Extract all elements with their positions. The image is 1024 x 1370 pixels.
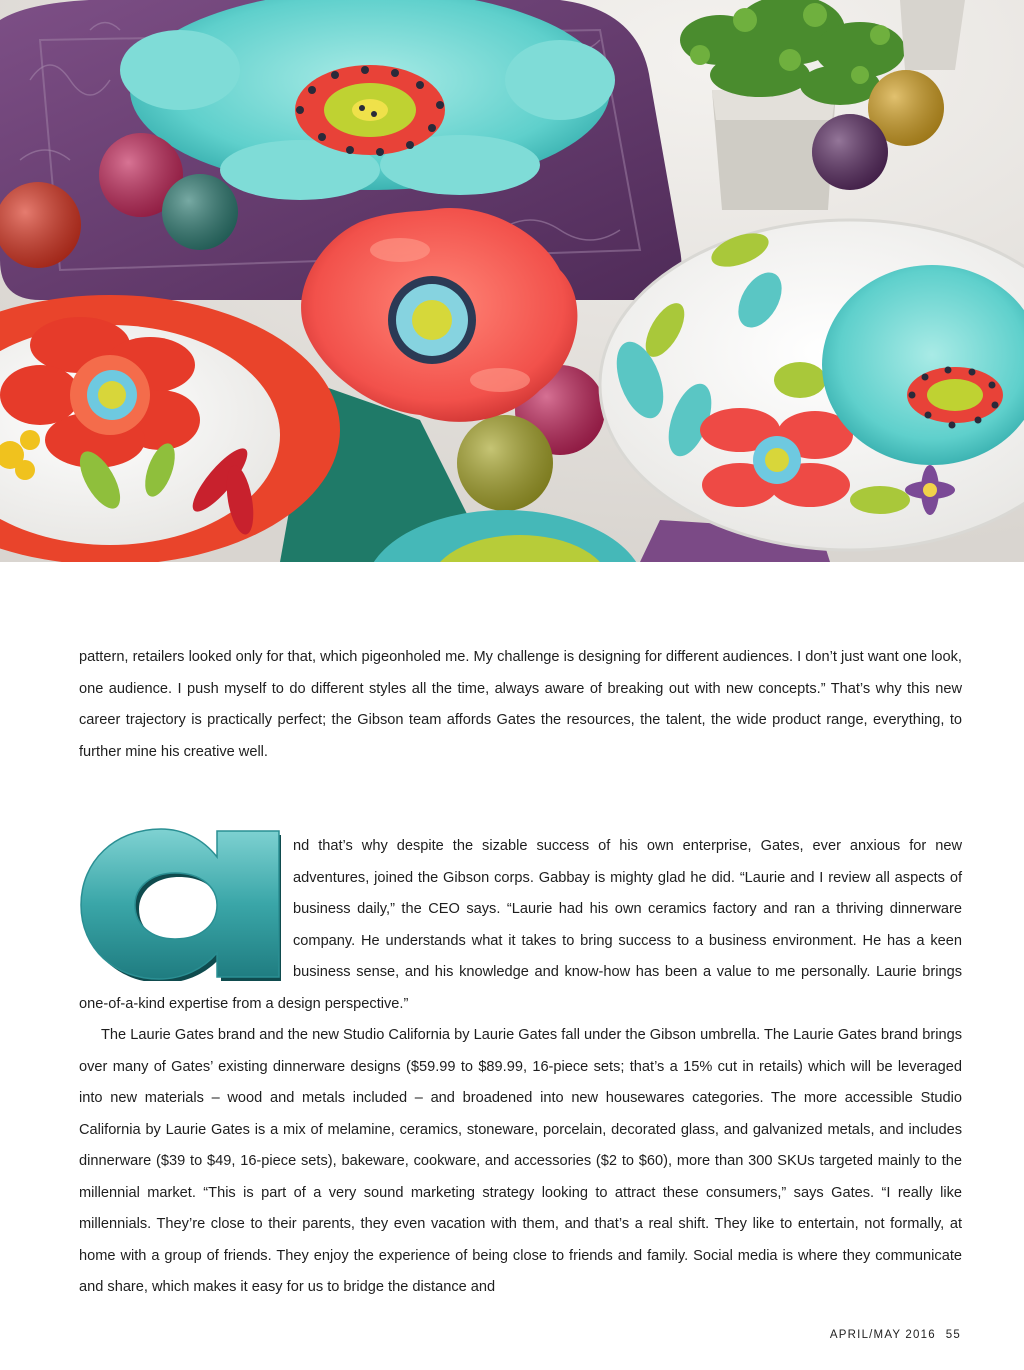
paragraph-2: The Laurie Gates brand and the new Studio California by Laurie Gates fall under the Gibson umbrella. The Laurie Gates brand brings over many of Gates’ existing dinnerware designs ($59.99 to $89.99, 16-piece sets; that’s a 15% cut in retails) which will be leveraged into new materials – wood and metals included – and broadened into new housewares categories. The more accessible Studio California by Laurie Gates is a mix of melamine, ceramics, stoneware, porcelain, decorated glass, and galvanized metals, and includes dinnerware ($39 to $49, 16-piece sets), bakeware, cookware, and accessories ($2 to $60), more than 300 SKUs targeted mainly to the millennial market. “This is part of a very sound marketing strategy looking to attract these consumers,” says Gates. “I really like millennials. They’re close to their parents, they even vacation with them, and that’s a real shift. They like to entertain, not formally, at home with a group of friends. They enjoy the experience of being close to friends and family. Social media is where they communicate and share, which makes it easy for us to bridge the distance and xyxy=(79,1027,962,1295)
drop-cap-letter-icon xyxy=(75,821,281,981)
drop-cap xyxy=(75,821,281,981)
page-number: 55 xyxy=(945,1329,961,1341)
article-body xyxy=(75,821,962,1304)
hero-photo xyxy=(0,0,1024,562)
paragraph-1: nd that’s why despite the sizable success of his own enterprise, Gates, ever anxious for new adventures, joined the Gibson corps. Gabbay is mighty glad he did. “Laurie and I review all aspects of business daily,” the CEO says. “Laurie had his own ceramics factory and ran a thriving dinnerware company. He understands what it takes to bring success to a business environment. He has a keen business sense, and his knowledge and know-how has been a value to me personally. Laurie brings one-of-a-kind expertise from a design perspective.” xyxy=(79,838,962,1012)
page-footer xyxy=(830,1329,961,1341)
tableware-photo-icon xyxy=(0,0,1024,562)
intro-paragraph: pattern, retailers looked only for that, which pigeonholed me. My challenge is designing for different audiences. I don’t just want one look, one audience. I push myself to do different styles all the time, always aware of breaking out with new concepts.” That’s why this new career trajectory is practically perfect; the Gibson team affords Gates the resources, the talent, the wide product range, everything, to further mine his creative well. xyxy=(79,649,962,760)
issue-date: APRIL/MAY 2016 xyxy=(829,1329,936,1341)
drop-cap-text: a xyxy=(75,821,76,822)
